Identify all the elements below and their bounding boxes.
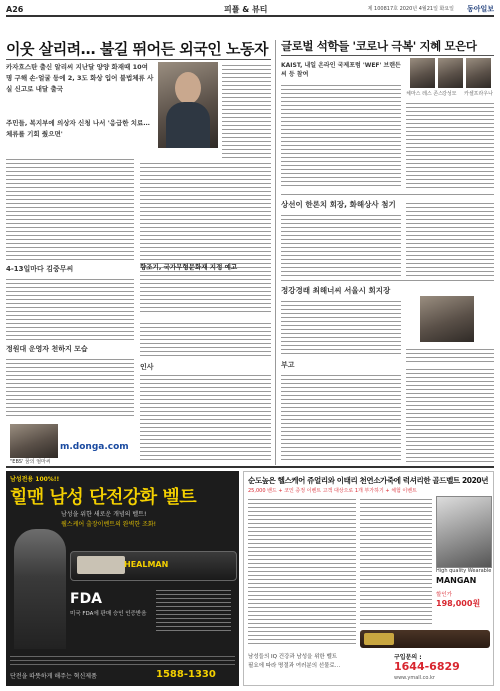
portrait-name-2: 강성모: [442, 91, 457, 97]
ad2-promo-2: 필요에 따라 명절과 여러분의 선물로…: [248, 663, 341, 669]
right-article-lead: KAIST, 내일 온라인 국제포럼 'WEF' 브랜든씨 등 참여: [281, 62, 401, 78]
obituary-label: 부고: [281, 361, 295, 369]
obituary-text-2: [406, 366, 494, 462]
left-subhead-2: 정원대 운영자 천하지 모습: [6, 345, 88, 353]
column-divider: [275, 40, 276, 465]
right-divider-1: [281, 194, 494, 195]
left-article-headline: 이웃 살리려… 불길 뛰어든 외국인 노동자: [6, 40, 268, 58]
left-subhead-1: 4-13일마다 김중무씨: [6, 265, 74, 273]
small-photo: [10, 424, 58, 458]
ad1-tagline: 남성을 위한 새로운 개념의 벨트!: [61, 511, 147, 518]
page-number: A26: [6, 5, 24, 14]
issue-date: 제 100817호 2020년 4월21일 화요일: [367, 6, 454, 12]
ad1-feature-text: [156, 587, 231, 633]
ad2-url[interactable]: www.ymall.co.kr: [394, 675, 435, 681]
left-body-text-4: [6, 356, 134, 418]
portrait-1: [410, 58, 435, 88]
ad1-fda-sub: 미국 FDA에 판매 승인 인증받음: [70, 611, 147, 617]
newspaper-logo: 동아일보: [466, 5, 494, 13]
right-body-text-5: [281, 298, 401, 354]
left-body-text-3: [6, 276, 134, 340]
ad2-headline: 순도높은 헬스케어 쥬얼리와 이태리 천연소가죽에 럭셔리한 골드벨트 2020년: [248, 476, 489, 485]
left-body-text-2: [140, 160, 271, 315]
headline-rule: [6, 59, 271, 60]
healman-belt-ad[interactable]: [6, 471, 239, 686]
appointments-label: 인사: [140, 363, 154, 371]
ad2-sub: 25,000 밴드 + 코인 증정 이벤트 고객 대상으로 1개 부가하기 + 체험 이벤트: [248, 488, 417, 494]
ad-separator: [6, 466, 494, 468]
ad2-product-image: [436, 496, 492, 568]
ad1-bottom-text: 단전을 따뜻하게 해주는 혁신제품: [10, 673, 97, 680]
ad2-price: 198,000원: [436, 599, 481, 608]
photo-side-text: [222, 62, 271, 158]
left-article-lead-2: 주민들, 복지부에 의상자 신청 나서 '응급한 치료… 체류를 기회 줬으면': [6, 119, 150, 138]
ad2-product-name: High quality Wearable: [436, 568, 492, 574]
obituary-text-1: [281, 372, 401, 462]
worker-photo: [158, 62, 218, 148]
ad2-description-text: [248, 496, 356, 646]
portrait-name-3: 카셀프라우나: [464, 91, 493, 97]
mid-subhead: 향조기, 국가무형문화재 지정 예고: [140, 263, 238, 271]
ad1-bottom-desc: [10, 653, 235, 667]
right-caption-text: [406, 346, 494, 362]
portrait-3: [466, 58, 491, 88]
right-headline-rule: [281, 55, 494, 56]
portrait-name-1: 체마스 레스 존스: [406, 91, 443, 97]
ad2-promo: 남성들의 IQ 건강과 남성을 위한 벨트: [248, 654, 338, 660]
ad1-tagline-2: 웰스케어 출장이벤트의 완벽한 조화!: [61, 521, 157, 528]
mid-body-text-0: [140, 320, 271, 356]
appointments-text: [140, 372, 271, 460]
section-title: 피플 & 뷰티: [224, 5, 268, 14]
ad2-phone[interactable]: 1644-6829: [394, 660, 460, 673]
ad1-model-photo: [14, 529, 66, 649]
ad2-description-text-2: [360, 496, 432, 626]
ad2-brand: MANGAN: [436, 576, 477, 585]
right-body-text-3: [281, 212, 401, 276]
left-article-lead: 카자흐스탄 출신 알리씨 지난달 양양 화재때 10여명 구해 손·얼굴 등에 2, 3도 화상 입어 불법체류 사실 신고로 내달 출국: [6, 63, 154, 93]
right-article-headline: 글로벌 석학들 '코로나 극복' 지혜 모은다: [281, 39, 477, 53]
right-body-text-1: [281, 82, 401, 188]
donga-url[interactable]: m.donga.com: [60, 442, 129, 452]
right-subhead-1: 상선이 한론치 회장, 화해상사 첨기: [281, 200, 396, 209]
health-jewelry-belt-ad[interactable]: [243, 471, 494, 686]
right-body-text-2: [406, 100, 494, 190]
right-divider-2: [281, 280, 494, 281]
right-body-text-4: [406, 200, 494, 276]
right-subhead-2: 정강경래 최해너씨 서울시 회지장: [281, 286, 391, 295]
left-body-text-1: [6, 156, 134, 262]
ad1-phone[interactable]: 1588-1330: [156, 669, 216, 680]
ad1-fda-badge: FDA: [70, 591, 103, 607]
ad1-headline: 힐맨 남성 단전강화 벨트: [10, 487, 197, 508]
ad2-phone-label: 구입문의 :: [394, 654, 422, 661]
ad1-brand: HEALMAN: [124, 560, 169, 569]
ad1-top-text: 남성전용 100%!!: [10, 476, 60, 483]
page-header: [6, 3, 494, 17]
ad2-belt-image: [360, 630, 490, 648]
ad2-price-label: 할인가: [436, 592, 452, 598]
right-photo: [420, 296, 474, 342]
portrait-2: [438, 58, 463, 88]
photo-caption: "EBS' 꿈의 엄마씨: [10, 459, 51, 465]
